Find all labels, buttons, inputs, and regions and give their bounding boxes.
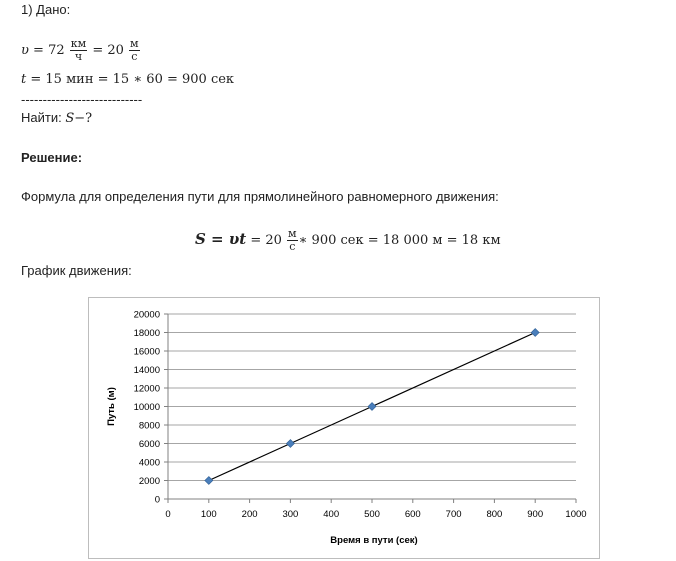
time-line — [21, 72, 234, 87]
frac-s: с — [131, 50, 138, 63]
solution-header: Решение: — [21, 150, 83, 165]
formula-line — [195, 228, 501, 253]
x-tick-label: 1000 — [565, 509, 587, 520]
velocity-unit-ms — [129, 38, 140, 63]
y-tick-label: 14000 — [133, 365, 160, 376]
formula-frac-s: с — [289, 240, 296, 253]
velocity-symbol: υ — [21, 43, 29, 58]
x-tick-label: 0 — [165, 509, 171, 520]
y-tick-label: 12000 — [133, 383, 160, 395]
y-tick-label: 0 — [154, 494, 160, 506]
find-line — [21, 110, 92, 126]
x-tick-label: 300 — [282, 509, 299, 520]
frac-h: ч — [74, 50, 83, 63]
formula-frac-m: м — [288, 227, 297, 240]
velocity-value: = 72 — [28, 43, 65, 58]
y-tick-label: 16000 — [133, 346, 160, 358]
given-header: 1) Дано: — [21, 2, 71, 17]
chart-container — [88, 297, 600, 559]
y-tick-label: 20000 — [133, 309, 160, 321]
x-tick-label: 200 — [241, 509, 258, 520]
x-tick-label: 500 — [364, 509, 380, 520]
formula-rhs: ∗ 900 сек = 18 000 м = 18 км — [298, 233, 501, 248]
y-tick-label: 2000 — [138, 476, 160, 487]
y-tick-label: 6000 — [138, 439, 160, 450]
time-expression: = 15 мин = 15 ∗ 60 = 900 сек — [26, 72, 235, 87]
frac-km: км — [70, 37, 87, 50]
find-symbol: S — [65, 111, 75, 126]
separator-line: ---------------------------- — [21, 92, 143, 107]
formula-unit-ms — [287, 228, 298, 253]
graph-caption: График движения: — [21, 263, 132, 278]
velocity-line — [21, 38, 141, 63]
formula-description: Формула для определения пути для прямолинейного равномерного движения: — [21, 189, 499, 204]
velocity-unit-kmh — [70, 38, 87, 63]
x-axis-title: Время в пути (сек) — [330, 535, 418, 546]
data-point-marker — [205, 477, 213, 485]
x-tick-label: 600 — [404, 509, 421, 520]
formula-lhs: S = υt — [195, 230, 247, 248]
find-label: Найти: — [21, 110, 66, 125]
x-tick-label: 900 — [527, 509, 544, 520]
time-symbol: t — [21, 72, 27, 87]
y-axis-title: Путь (м) — [106, 387, 117, 426]
x-tick-label: 700 — [445, 509, 462, 520]
frac-m: м — [130, 37, 139, 50]
y-tick-label: 4000 — [138, 457, 160, 469]
x-tick-label: 100 — [200, 509, 217, 520]
data-point-marker — [531, 329, 539, 337]
velocity-converted: = 20 — [88, 43, 124, 58]
motion-chart — [89, 298, 599, 558]
formula-eq: = 20 — [246, 233, 282, 248]
data-point-marker — [286, 440, 294, 448]
y-tick-label: 18000 — [133, 328, 160, 339]
x-tick-label: 400 — [323, 509, 340, 520]
y-tick-label: 10000 — [133, 402, 160, 413]
x-tick-label: 800 — [486, 509, 503, 520]
y-tick-label: 8000 — [138, 420, 160, 432]
data-point-marker — [368, 403, 376, 411]
find-tail: −? — [74, 111, 93, 126]
